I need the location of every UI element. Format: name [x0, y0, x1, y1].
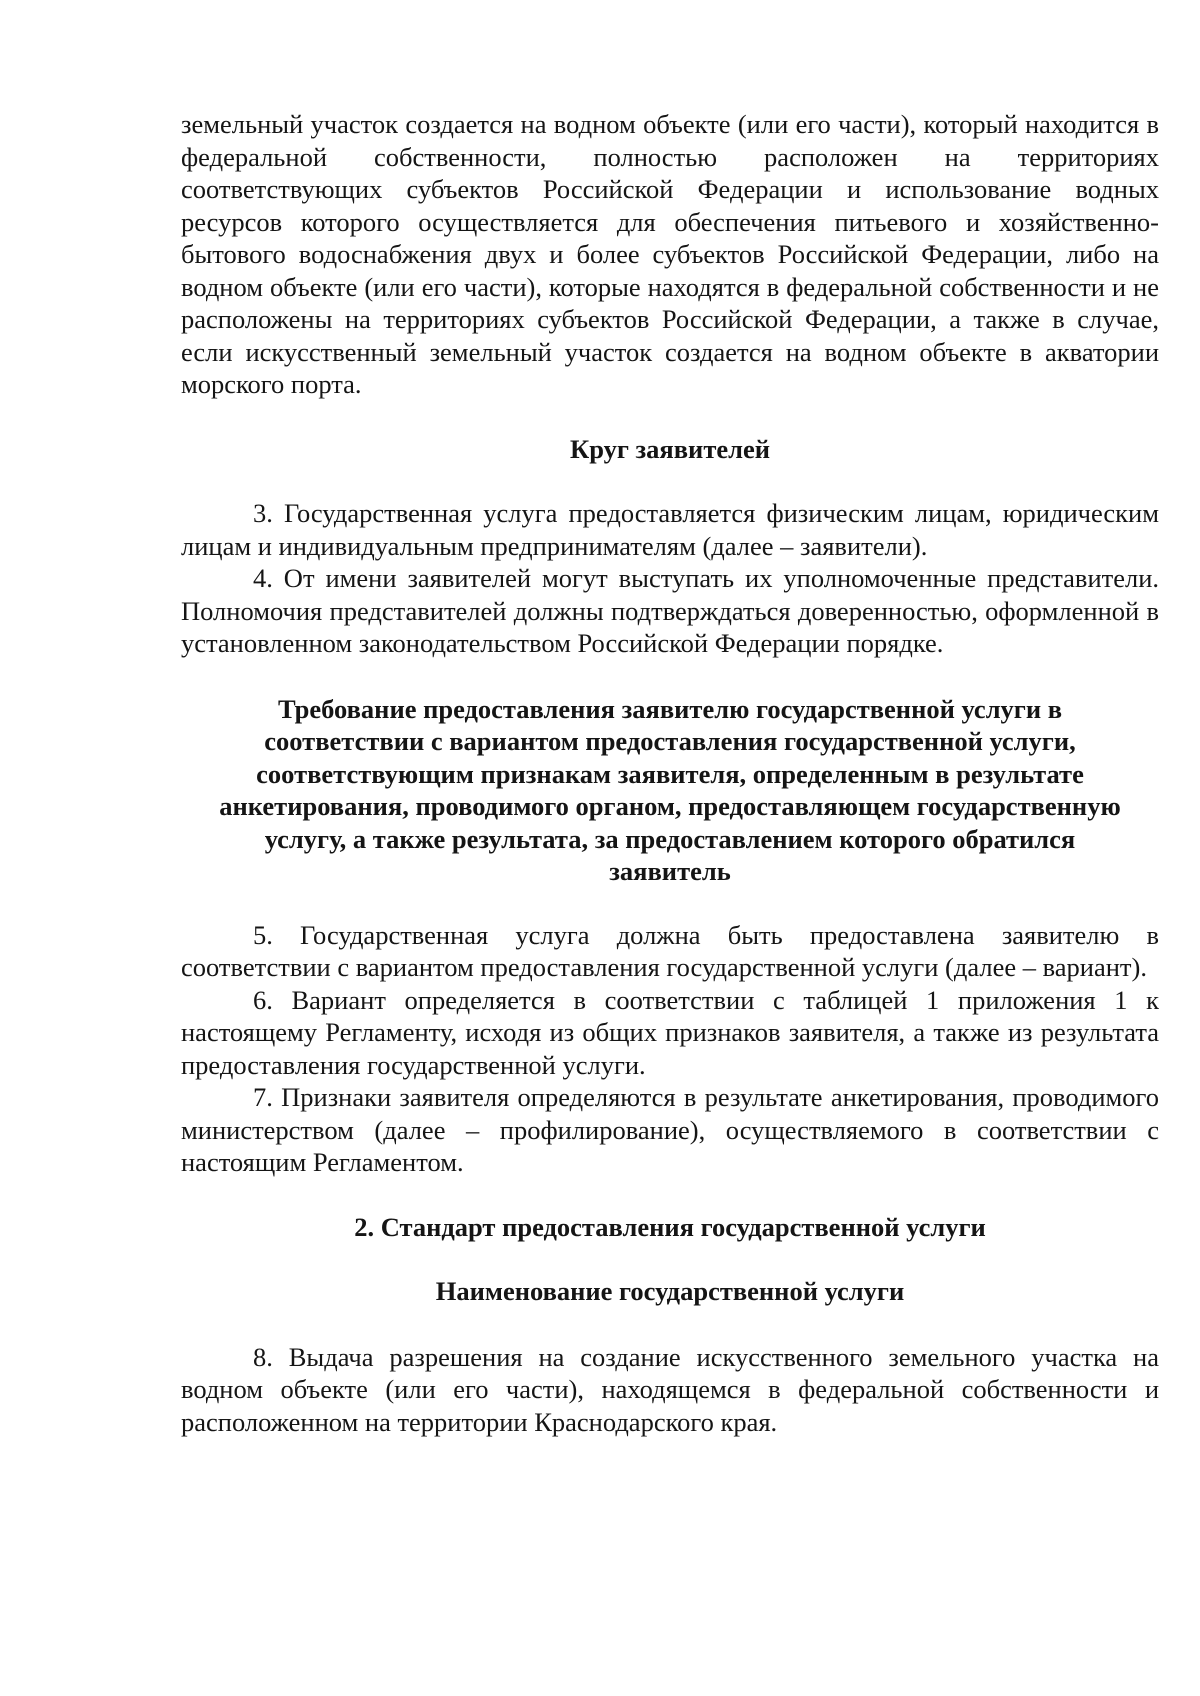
- paragraph-5: 5. Государственная услуга должна быть предоставлена заявителю в соответствии с вариантом предоставления государственной услуги (далее – вариант).: [181, 919, 1159, 982]
- document-page: [181, 108, 1159, 1438]
- heading-standart: 2. Стандарт предоставления государственной услуги: [354, 1211, 986, 1242]
- paragraph-6: 6. Вариант определяется в соответствии с таблицей 1 приложения 1 к настоящему Регламенту, исходя из общих признаков заявителя, а также из результата предоставления государственной услуги.: [181, 984, 1159, 1080]
- heading-naimenovanie: Наименование государственной услуги: [435, 1276, 905, 1306]
- paragraph-4: 4. От имени заявителей могут выступать их уполномоченные представители. Полномочия представителей должны подтверждаться доверенностью, оформленной в установленном законодательством Российской Федерации порядке.: [181, 563, 1159, 658]
- heading-trebovanie: Требование предоставления заявителю государственной услуги в соответствии с вариантом предоставления государственной услуги, соответствующим признакам заявителя, определенным в результате анкетирования, проводимого органом, предоставляющем государственную услугу, а также результата, за предоставлением которого обратился заявитель: [219, 693, 1121, 886]
- heading-krug-zayaviteley: Круг заявителей: [569, 433, 770, 464]
- paragraph-7: 7. Признаки заявителя определяются в результате анкетирования, проводимого министерством (далее – профилирование), осуществляемого в соответствии с настоящим Регламентом.: [181, 1082, 1159, 1177]
- paragraph-8: 8. Выдача разрешения на создание искусственного земельного участка на водном объекте (или его части), находящемся в федеральной собственности и расположенном на территории Краснодарского края.: [181, 1341, 1159, 1437]
- paragraph-3: 3. Государственная услуга предоставляется физическим лицам, юридическим лицам и индивидуальным предпринимателям (далее – заявители).: [181, 498, 1159, 561]
- paragraph-intro: земельный участок создается на водном объекте (или его части), который находится в федеральной собственности, полностью расположен на территориях соответствующих субъектов Российской Федерации и использование водных ресурсов которого осуществляется для обеспечения питьевого и хозяйственно-бытового водоснабжения двух и более субъектов Российской Федерации, либо на водном объекте (или его части), которые находятся в федеральной собственности и не расположены на территориях субъектов Российской Федерации, а также в случае, если искусственный земельный участок создается на водном объекте в акватории морского порта.: [181, 109, 1159, 399]
